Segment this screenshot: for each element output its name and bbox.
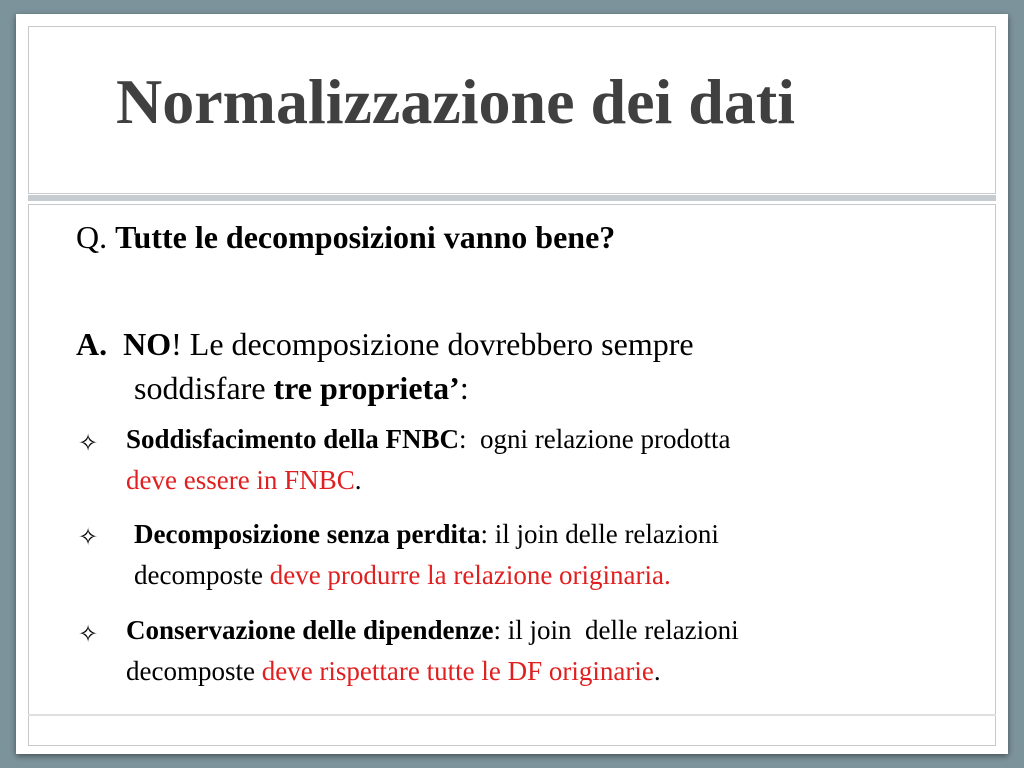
answer-line2-plain: soddisfare: [134, 370, 274, 406]
property-1-red: deve essere in FNBC: [126, 465, 355, 495]
property-1-line-2: deve essere in FNBC.: [126, 465, 362, 495]
four-pointed-star-icon: ✧: [78, 525, 99, 551]
answer-line-1: [76, 326, 694, 363]
property-3-desc: il join delle relazioni: [501, 615, 739, 645]
question-prefix: Q.: [76, 219, 108, 255]
answer-no: NO: [123, 326, 172, 362]
answer-rest: ! Le decomposizione dovrebbero sempre: [171, 326, 694, 362]
property-2-title: Decomposizione senza perdita: [134, 519, 481, 549]
property-2-red: deve produrre la relazione originaria.: [269, 560, 671, 590]
answer-line-2: [134, 370, 469, 407]
four-pointed-star-icon: ✧: [78, 431, 99, 457]
property-3-line-2: decomposte deve rispettare tutte le DF originarie.: [126, 656, 661, 686]
answer-prefix: A.: [76, 326, 108, 362]
property-1-line-1: Soddisfacimento della FNBC: ogni relazione prodotta: [126, 424, 731, 454]
property-3-red: deve rispettare tutte le DF originarie: [261, 656, 654, 686]
property-3-line-1: Conservazione delle dipendenze: il join delle relazioni: [126, 615, 739, 645]
property-1-title: Soddisfacimento della FNBC: [126, 424, 460, 454]
answer-line2-end: :: [459, 370, 469, 406]
question-line: [76, 219, 615, 256]
property-3-title: Conservazione delle dipendenze: [126, 615, 494, 645]
slide-title: Normalizzazione dei dati: [116, 66, 795, 137]
property-2-plain: decomposte: [134, 560, 270, 590]
property-3-plain: decomposte: [126, 656, 262, 686]
property-2-line-2: [134, 560, 671, 591]
property-2-line-1: Decomposizione senza perdita: il join delle relazioni: [134, 519, 719, 549]
footer-line: [28, 714, 996, 716]
title-divider: [28, 195, 996, 201]
four-pointed-star-icon: ✧: [78, 622, 99, 648]
property-1-desc: ogni relazione prodotta: [466, 424, 731, 454]
property-2-desc: il join delle relazioni: [487, 519, 719, 549]
question-text: Tutte le decomposizioni vanno bene?: [115, 219, 616, 255]
answer-line2-bold: tre proprieta’: [273, 370, 460, 406]
slide: [16, 14, 1008, 754]
